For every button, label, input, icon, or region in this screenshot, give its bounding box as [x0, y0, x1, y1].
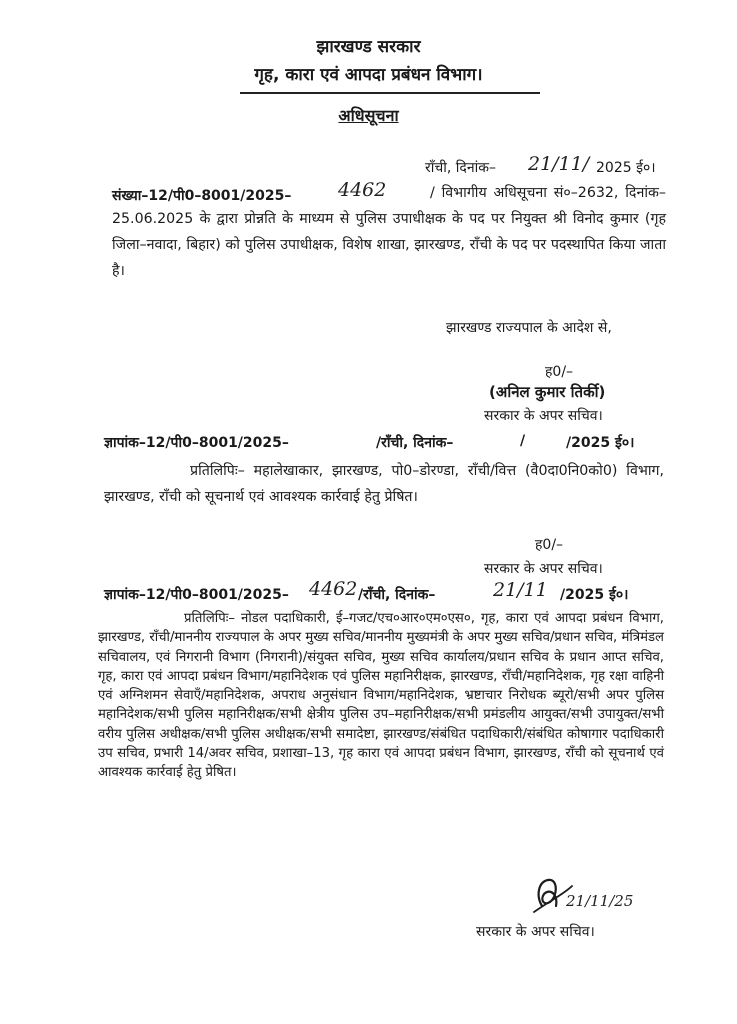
memo1-reference: ज्ञापांक–12/पी0–8001/2025– [104, 435, 289, 451]
memo2-place-date: /राँची, दिनांक– [358, 587, 436, 603]
memo1-slash: / [520, 433, 526, 449]
signature-sd: ह0/– [545, 364, 574, 380]
department-title: गृह, कारा एवं आपदा प्रबंधन विभाग। [254, 65, 483, 85]
memo1-body: प्रतिलिपिः– महालेखाकार, झारखण्ड, पो0–डोरण्डा, राँची/वित्त (वै0दा0नि0को0) विभाग, झारखण्ड, राँची को सूचनार्थ एवं आवश्यक कार्रवाई हेतु प्रेषित। [104, 463, 664, 505]
document-type: अधिसूचना [338, 106, 399, 125]
notice-body: / विभागीय अधिसूचना सं०–2632, दिनांक–25.06.2025 के द्वारा प्रोन्नति के माध्यम से पुलिस उपाधीक्षक के पद पर नियुक्त श्री विनोद कुमार (गृह जिला–नवादा, बिहार) को पुलिस उपाधीक्षक, विशेष शाखा, झारखण्ड, राँची के पद पर पदस्थापित किया जाता है। [112, 185, 666, 279]
notice-date-handwritten: 21/11/ [528, 153, 590, 175]
memo1-title: सरकार के अपर सचिव। [484, 561, 603, 577]
notice-place-date: राँची, दिनांक– [425, 160, 496, 176]
order-line: झारखण्ड राज्यपाल के आदेश से, [446, 320, 612, 336]
memo1-year: /2025 ई०। [566, 435, 635, 451]
memo2-title: सरकार के अपर सचिव। [476, 924, 595, 940]
memo2-year: /2025 ई०। [560, 587, 629, 603]
signatory-name: (अनिल कुमार तिर्की) [489, 383, 606, 401]
notice-number: संख्या–12/पी0–8001/2025– [112, 188, 292, 204]
header-rule [240, 92, 540, 94]
signatory-title: सरकार के अपर सचिव। [484, 408, 603, 424]
notice-number-handwritten: 4462 [338, 179, 387, 201]
signature-date-handwritten: 21/11/25 [566, 892, 634, 910]
memo1-sd: ह0/– [535, 537, 564, 553]
government-title: झारखण्ड सरकार [316, 37, 421, 57]
memo2-reference-handwritten: 4462 [309, 578, 358, 600]
notice-year: 2025 ई०। [596, 160, 656, 176]
memo2-date-handwritten: 21/11 [493, 579, 548, 601]
memo1-place-date: /राँची, दिनांक– [376, 435, 454, 451]
memo2-body: प्रतिलिपिः– नोडल पदाधिकारी, ई–गजट/एच०आर०एम०एस०, गृह, कारा एवं आपदा प्रबंधन विभाग, झारखण्ड, राँची/माननीय राज्यपाल के अपर मुख्य सचिव/माननीय मुख्यमंत्री के अपर मुख्य सचिव/प्रधान सचिव, मंत्रिमंडल सचिवालय, एवं निगरानी विभाग (निगरानी)/संयुक्त सचिव, मुख्य सचिव कार्यालय/प्रधान सचिव के प्रधान आप्त सचिव, गृह, कारा एवं आपदा प्रबंधन विभाग/महानिदेशक एवं पुलिस महानिरीक्षक, झारखण्ड, राँची/महानिदेशक, गृह रक्षा वाहिनी एवं अग्निशमन सेवाएँ/महानिदेशक, अपराध अनुसंधान विभाग/महानिदेशक, भ्रष्टाचार निरोधक ब्यूरो/सभी अपर पुलिस महानिदेशक/सभी पुलिस महानिरीक्षक/सभी क्षेत्रीय पुलिस उप–महानिरीक्षक/सभी प्रमंडलीय आयुक्त/सभी उपायुक्त/सभी वरीय पुलिस अधीक्षक/सभी पुलिस अधीक्षक/सभी समादेष्टा, झारखण्ड/संबंधित पदाधिकारी/संबंधित कोषागार पदाधिकारी उप सचिव, प्रभारी 14/अवर सचिव, प्रशाखा–13, गृह कारा एवं आपदा प्रबंधन विभाग, झारखण्ड, राँची को सूचनार्थ एवं आवश्यक कार्रवाई हेतु प्रेषित। [98, 611, 664, 781]
memo2-reference: ज्ञापांक–12/पी0–8001/2025– [104, 587, 289, 603]
